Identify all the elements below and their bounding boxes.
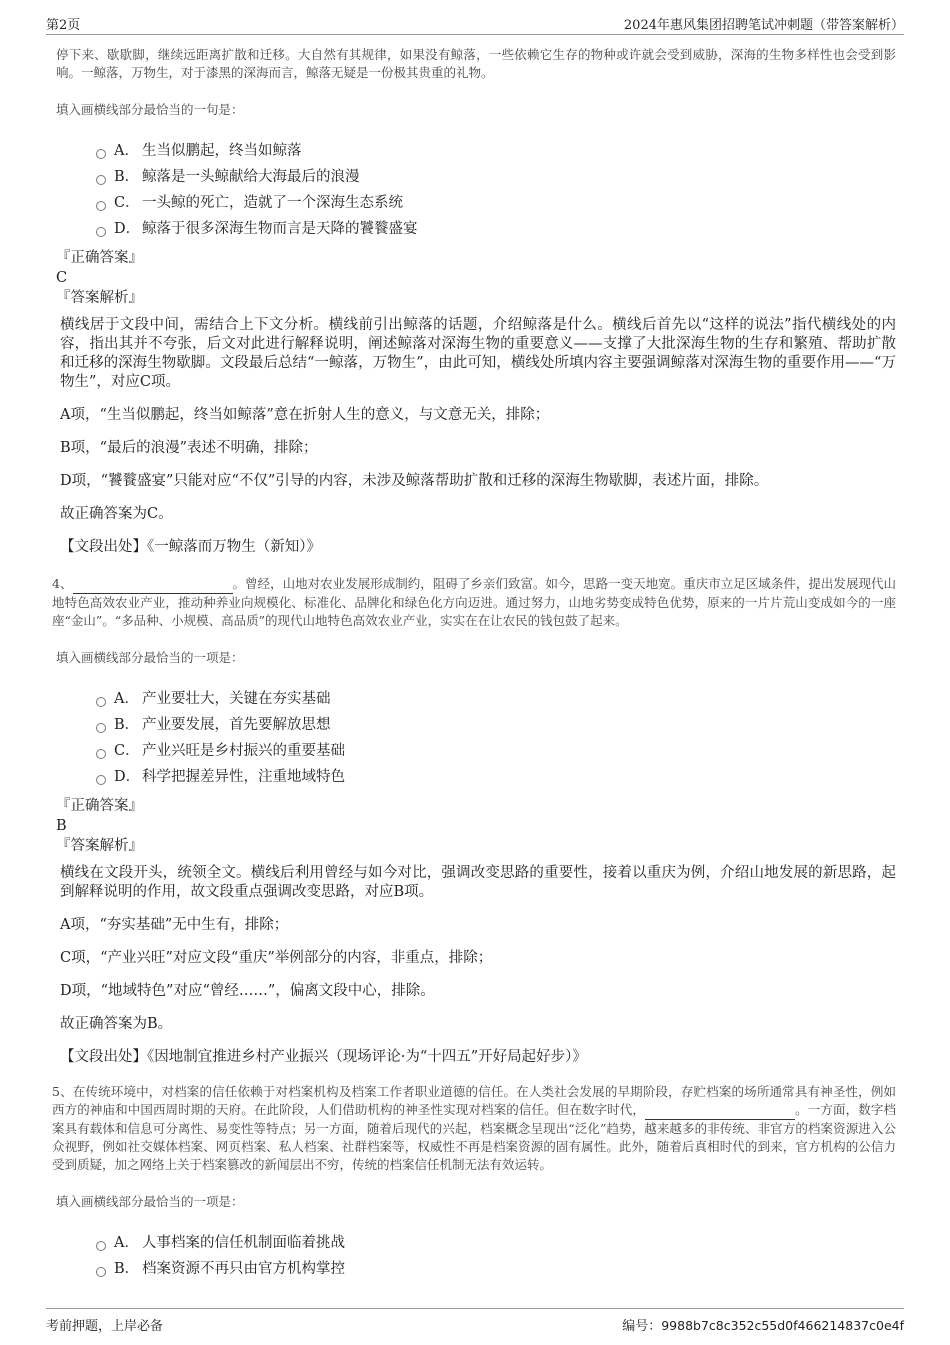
option-text: 产业要壮大，关键在夯实基础: [142, 691, 331, 707]
q3-prompt: 填入画横线部分最恰当的一句是：: [56, 102, 244, 117]
q3-option-c[interactable]: [96, 190, 896, 216]
q3-analysis-b: B项，“最后的浪漫”表述不明确，排除；: [60, 440, 318, 456]
q5-option-a[interactable]: [96, 1230, 896, 1256]
q3-option-d[interactable]: [96, 216, 896, 242]
q4-answer-label: 『正确答案』: [56, 798, 143, 814]
option-text: 产业要发展，首先要解放思想: [142, 717, 331, 733]
q4-analysis-c: C项，“产业兴旺”对应文段“重庆”举例部分的内容，非重点，排除；: [60, 950, 493, 966]
q3-conclusion: 故正确答案为C。: [60, 506, 173, 522]
option-letter: B．: [114, 1261, 140, 1277]
option-text: 产业兴旺是乡村振兴的重要基础: [142, 743, 345, 759]
q3-option-a[interactable]: [96, 138, 896, 164]
q4-option-d[interactable]: [96, 764, 896, 790]
page-content: [52, 46, 896, 1282]
option-letter: B．: [114, 717, 140, 733]
page-header: [46, 12, 904, 35]
q3-analysis-main: 横线居于文段中间，需结合上下文分析。横线前引出鲸落的话题，介绍鲸落是什么。横线后首先以“这样的说法”指代横线处的内容，指出其并不夸张，后文对此进行解释说明，阐述鲸落对深海生物的重要意义——支撑了大批深海生物的生存和繁殖、帮助扩散和迁移的深海生物歇脚。文段最后总结“一鲸落，万物生”，由此可知，横线处所填内容主要强调鲸落对深海生物的重要作用——“万物生”，对应C项。: [60, 317, 896, 390]
q4-analysis-d: D项，“地域特色”对应“曾经……”，偏离文段中心，排除。: [60, 983, 435, 999]
radio-icon[interactable]: [96, 1267, 106, 1277]
question-5: [52, 1083, 896, 1282]
radio-icon[interactable]: [96, 201, 106, 211]
q4-analysis-label: 『答案解析』: [56, 838, 143, 854]
q5-passage: [52, 1083, 896, 1174]
q4-number: 4、: [52, 576, 73, 591]
option-letter: A．: [114, 1235, 139, 1251]
q4-analysis-a: A项，“夯实基础”无中生有，排除；: [60, 917, 289, 933]
q5-passage-before: 在传统环境中，对档案的信任依赖于对档案机构及档案工作者职业道德的信任。在人类社会发展的早期阶段，存贮档案的场所通常具有神圣性，例如西方的神庙和中国西周时期的天府。在此阶段，人们借助机构的神圣性实现对档案的信任。但在数字时代，: [52, 1084, 896, 1117]
q3-options: [96, 138, 896, 242]
option-letter: C．: [114, 743, 140, 759]
q4-conclusion: 故正确答案为B。: [60, 1016, 173, 1032]
code-value: 9988b7c8c352c55d0f466214837c0e4f: [661, 1318, 904, 1333]
q3-analysis-label: 『答案解析』: [56, 290, 143, 306]
q3-source: 【文段出处】《一鲸落而万物生（新知）》: [60, 539, 321, 555]
q4-option-c[interactable]: [96, 738, 896, 764]
radio-icon[interactable]: [96, 775, 106, 785]
radio-icon[interactable]: [96, 149, 106, 159]
page-footer: [46, 1308, 904, 1335]
q4-option-b[interactable]: [96, 712, 896, 738]
page-number: 第2页: [46, 18, 81, 33]
option-text: 科学把握差异性，注重地域特色: [142, 769, 345, 785]
q4-blank: [73, 575, 233, 594]
q3-analysis-a: A项，“生当似鹏起，终当如鲸落”意在折射人生的意义，与文意无关，排除；: [60, 407, 550, 423]
radio-icon[interactable]: [96, 723, 106, 733]
radio-icon[interactable]: [96, 227, 106, 237]
radio-icon[interactable]: [96, 749, 106, 759]
q5-prompt: 填入画横线部分最恰当的一项是：: [56, 1194, 244, 1209]
option-text: 一头鲸的死亡，造就了一个深海生态系统: [142, 195, 403, 211]
option-text: 档案资源不再只由官方机构掌控: [142, 1261, 345, 1277]
question-4: [52, 575, 896, 1067]
q4-answer: B: [56, 818, 67, 834]
q3-option-b[interactable]: [96, 164, 896, 190]
q4-option-a[interactable]: [96, 686, 896, 712]
q3-analysis-d: D项，“饕餮盛宴”只能对应“不仅”引导的内容，未涉及鲸落帮助扩散和迁移的深海生物歇脚，表述片面，排除。: [60, 473, 769, 489]
q5-option-b[interactable]: [96, 1256, 896, 1282]
option-letter: D．: [114, 769, 141, 785]
option-letter: B．: [114, 169, 140, 185]
option-text: 鲸落于很多深海生物而言是天降的饕餮盛宴: [142, 221, 418, 237]
q5-options: [96, 1230, 896, 1282]
q4-source: 【文段出处】《因地制宜推进乡村产业振兴（现场评论·为“十四五”开好局起好步）》: [60, 1049, 587, 1065]
q5-passage-after: 。一方面，数字档案具有载体和信息可分离性、易变性等特点；另一方面，随着后现代的兴起，档案概念呈现出“泛化”趋势，越来越多的非传统、非官方的档案资源进入公众视野，例如社交媒体档案、网页档案、私人档案、社群档案等，权威性不再是档案资源的固有属性。此外，随着后真相时代的到来，官方机构的公信力受到质疑，加之网络上关于档案篡改的新闻层出不穷，传统的档案信任机制无法有效运转。: [52, 1102, 896, 1172]
q4-options: [96, 686, 896, 790]
q3-answer: C: [56, 270, 68, 286]
q3-passage: 停下来、歇歇脚，继续远距离扩散和迁移。大自然有其规律，如果没有鲸落，一些依赖它生存的物种或许就会受到威胁，深海的生物多样性也会受到影响。一鲸落，万物生，对于漆黑的深海而言，鲸落无疑是一份极其贵重的礼物。: [56, 47, 896, 80]
q5-blank: [645, 1101, 795, 1120]
question-3: [56, 46, 896, 557]
option-letter: A．: [114, 143, 139, 159]
q4-analysis-main: 横线在文段开头，统领全文。横线后利用曾经与如今对比，强调改变思路的重要性，接着以重庆为例，介绍山地发展的新思路，起到解释说明的作用，故文段重点强调改变思路，对应B项。: [60, 865, 896, 900]
option-letter: D．: [114, 221, 141, 237]
q4-passage-text: 。曾经，山地对农业发展形成制约，阻碍了乡亲们致富。如今，思路一变天地宽。重庆市立足区域条件，提出发展现代山地特色高效农业产业，推动种养业向规模化、标准化、品牌化和绿色化方向迈进。通过努力，山地劣势变成特色优势，原来的一片片荒山变成如今的一座座“金山”。“多品种、小规模、高品质”的现代山地特色高效农业产业，实实在在让农民的钱包鼓了起来。: [52, 576, 896, 628]
q3-answer-label: 『正确答案』: [56, 250, 143, 266]
radio-icon[interactable]: [96, 697, 106, 707]
radio-icon[interactable]: [96, 1241, 106, 1251]
radio-icon[interactable]: [96, 175, 106, 185]
document-title: 2024年惠风集团招聘笔试冲刺题（带答案解析）: [623, 18, 904, 33]
option-letter: A．: [114, 691, 139, 707]
code-label: 编号：: [622, 1319, 662, 1334]
q4-passage: [52, 575, 896, 630]
option-text: 鲸落是一头鲸献给大海最后的浪漫: [142, 169, 360, 185]
option-letter: C．: [114, 195, 140, 211]
document-code: [622, 1315, 904, 1334]
option-text: 人事档案的信任机制面临着挑战: [142, 1235, 345, 1251]
q5-number: 5、: [52, 1084, 73, 1099]
q4-prompt: 填入画横线部分最恰当的一项是：: [56, 650, 244, 665]
option-text: 生当似鹏起，终当如鲸落: [142, 143, 302, 159]
footer-slogan: 考前押题，上岸必备: [46, 1319, 164, 1334]
